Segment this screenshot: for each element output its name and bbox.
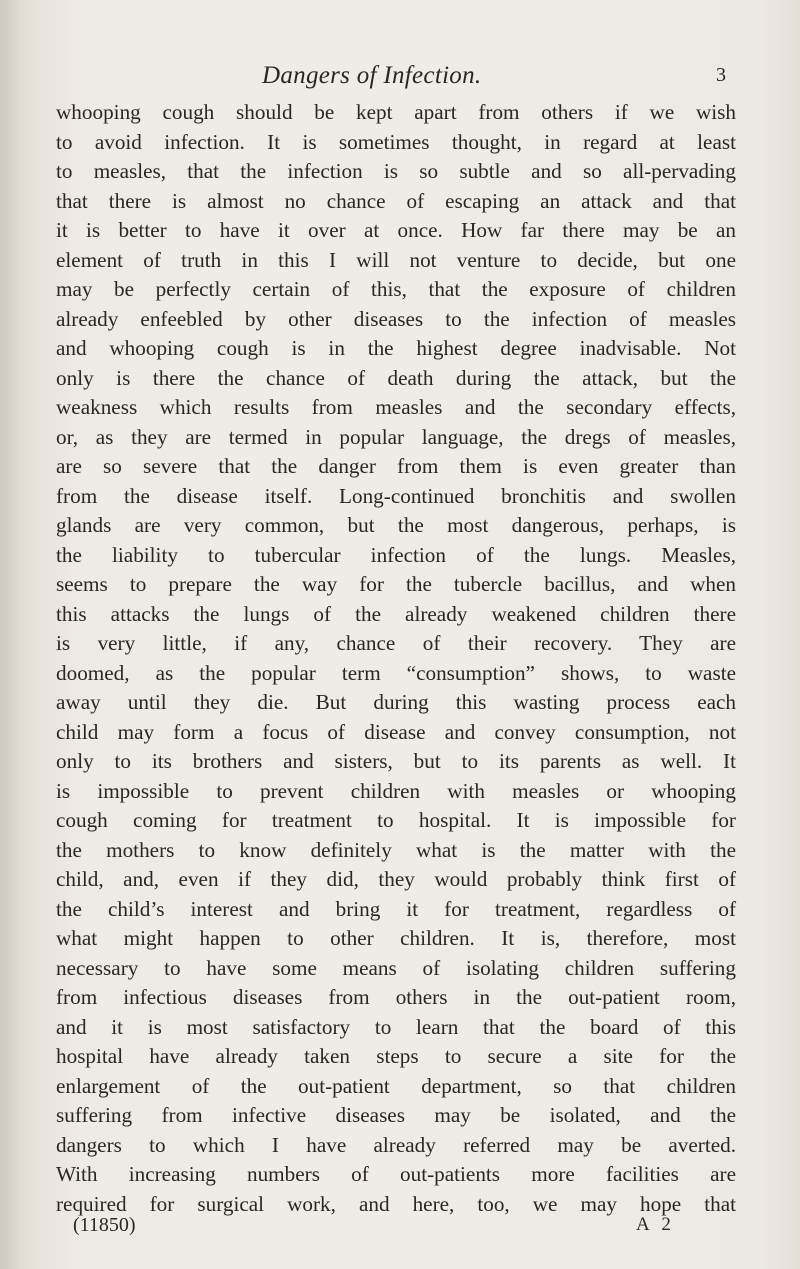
text-line: With increasing numbers of out-patients more facilities are bbox=[56, 1162, 736, 1186]
text-line: the mothers to know definitely what is the matter with the bbox=[56, 837, 736, 862]
text-line: are so severe that the danger from them is even greater than bbox=[56, 454, 736, 478]
text-line: is very little, if any, chance of their recovery. They are bbox=[56, 631, 736, 655]
text-line: doomed, as the popular term “consumption” shows, to waste bbox=[56, 660, 736, 685]
text-line: hospital have already taken steps to secure a site for the bbox=[56, 1044, 736, 1068]
text-line: is impossible to prevent children with measles or whooping bbox=[56, 778, 736, 803]
text-line: or, as they are termed in popular language, the dregs of measles, bbox=[56, 424, 736, 449]
page-footer bbox=[0, 1214, 800, 1244]
text-line: to measles, that the infection is so subtle and so all-pervading bbox=[56, 159, 736, 183]
text-line: child may form a focus of disease and convey consumption, not bbox=[56, 719, 736, 744]
page-gutter bbox=[0, 0, 18, 1269]
text-line: whooping cough should be kept apart from others if we wish bbox=[56, 100, 736, 124]
text-line: necessary to have some means of isolating children suffering bbox=[56, 955, 736, 980]
text-line: what might happen to other children. It is, therefore, most bbox=[56, 926, 736, 950]
body-text bbox=[56, 98, 736, 1219]
signature-mark: A 2 bbox=[636, 1214, 675, 1235]
text-line: and it is most satisfactory to learn that the board of this bbox=[56, 1014, 736, 1039]
text-line: cough coming for treatment to hospital. It is impossible for bbox=[56, 808, 736, 832]
text-line: already enfeebled by other diseases to the infection of measles bbox=[56, 306, 736, 331]
print-code: (11850) bbox=[73, 1214, 136, 1236]
text-line: suffering from infective diseases may be isolated, and the bbox=[56, 1103, 736, 1127]
text-line: away until they die. But during this wasting process each bbox=[56, 690, 736, 714]
text-line: may be perfectly certain of this, that the exposure of children bbox=[56, 277, 736, 301]
running-title: Dangers of Infection. bbox=[262, 62, 482, 89]
text-line: child, and, even if they did, they would probably think first of bbox=[56, 867, 736, 891]
text-line: this attacks the lungs of the already weakened children there bbox=[56, 601, 736, 626]
text-line: enlargement of the out-patient department, so that children bbox=[56, 1073, 736, 1098]
text-line: weakness which results from measles and the secondary effects, bbox=[56, 395, 736, 419]
text-line: the liability to tubercular infection of the lungs. Measles, bbox=[56, 542, 736, 567]
text-line: that there is almost no chance of escaping an attack and that bbox=[56, 188, 736, 213]
text-line: dangers to which I have already referred may be averted. bbox=[56, 1132, 736, 1157]
text-line: element of truth in this I will not venture to decide, but one bbox=[56, 247, 736, 272]
text-line: it is better to have it over at once. How far there may be an bbox=[56, 218, 736, 242]
running-head bbox=[0, 62, 800, 98]
text-line: and whooping cough is in the highest degree inadvisable. Not bbox=[56, 336, 736, 360]
text-line: required for surgical work, and here, too, we may hope that bbox=[56, 1191, 736, 1216]
text-line: from the disease itself. Long-continued bronchitis and swollen bbox=[56, 483, 736, 508]
text-line: from infectious diseases from others in the out-patient room, bbox=[56, 985, 736, 1009]
text-line: only is there the chance of death during the attack, but the bbox=[56, 365, 736, 390]
text-line: to avoid infection. It is sometimes thought, in regard at least bbox=[56, 129, 736, 154]
text-line: glands are very common, but the most dangerous, perhaps, is bbox=[56, 513, 736, 537]
text-line: only to its brothers and sisters, but to its parents as well. It bbox=[56, 749, 736, 773]
text-line: seems to prepare the way for the tubercle bacillus, and when bbox=[56, 572, 736, 596]
text-line: the child’s interest and bring it for treatment, regardless of bbox=[56, 896, 736, 921]
page-number: 3 bbox=[716, 64, 726, 86]
